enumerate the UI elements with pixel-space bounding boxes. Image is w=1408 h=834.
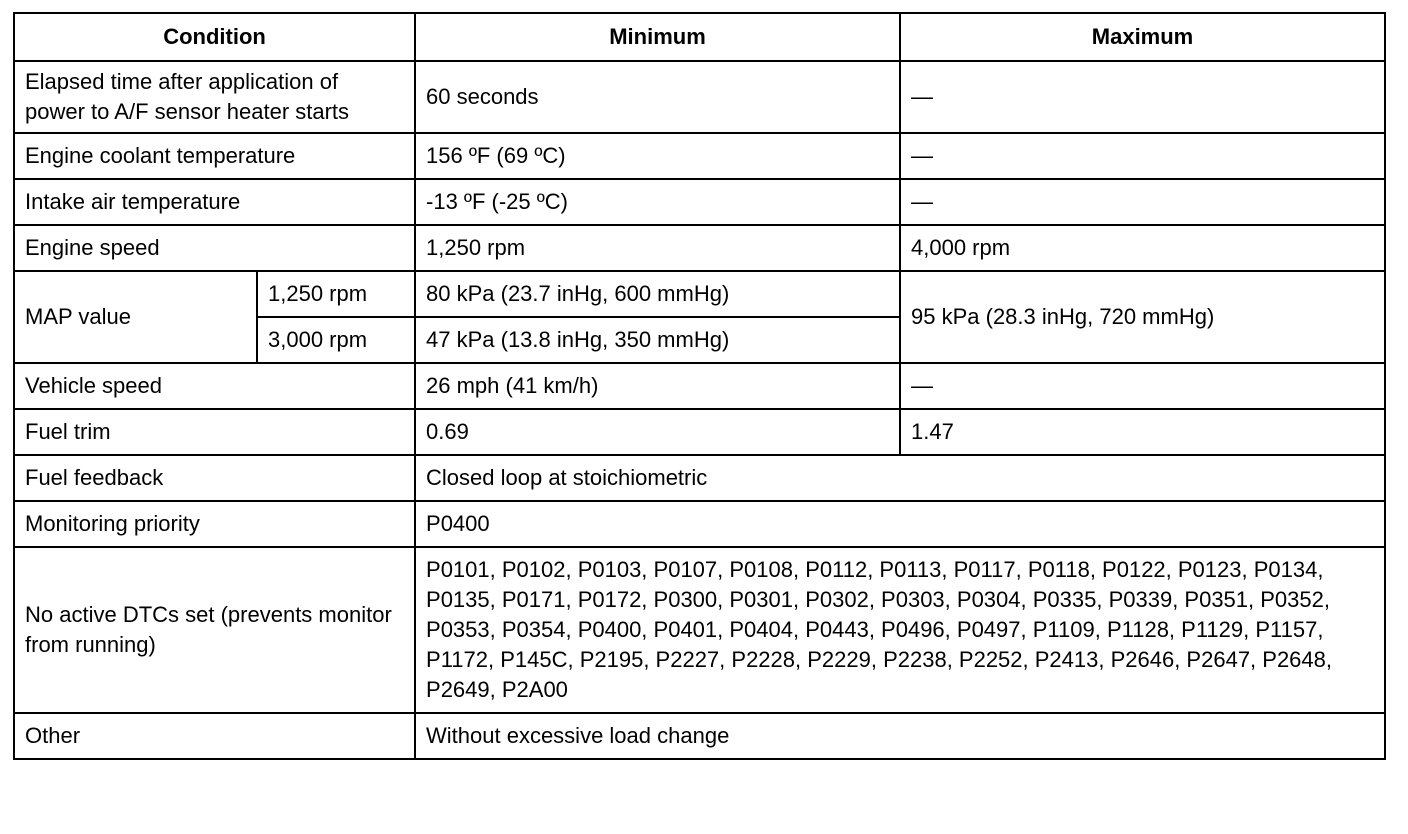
- minimum-cell: 80 kPa (23.7 inHg, 600 mmHg): [415, 271, 900, 317]
- header-minimum: Minimum: [415, 13, 900, 61]
- table-header-row: [14, 13, 1385, 61]
- table-row: [14, 225, 1385, 271]
- condition-cell: Elapsed time after application of power to A/F sensor heater starts: [14, 61, 415, 133]
- value-cell: P0400: [415, 501, 1385, 547]
- maximum-cell: —: [900, 179, 1385, 225]
- sub-condition-cell: 3,000 rpm: [257, 317, 415, 363]
- condition-cell: Monitoring priority: [14, 501, 415, 547]
- minimum-cell: 26 mph (41 km/h): [415, 363, 900, 409]
- maximum-cell: 4,000 rpm: [900, 225, 1385, 271]
- condition-cell: Engine coolant temperature: [14, 133, 415, 179]
- maximum-cell: 95 kPa (28.3 inHg, 720 mmHg): [900, 271, 1385, 363]
- table-row: [14, 547, 1385, 713]
- condition-cell: Vehicle speed: [14, 363, 415, 409]
- minimum-cell: 60 seconds: [415, 61, 900, 133]
- dtc-list-cell: P0101, P0102, P0103, P0107, P0108, P0112, P0113, P0117, P0118, P0122, P0123, P0134, P0135, P0171, P0172, P0300, P0301, P0302, P0303, P0304, P0335, P0339, P0351, P0352, P0353, P0354, P0400, P0401, P0404, P0443, P0496, P0497, P1109, P1128, P1129, P1157, P1172, P145C, P2195, P2227, P2228, P2229, P2238, P2252, P2413, P2646, P2647, P2648, P2649, P2A00: [415, 547, 1385, 713]
- maximum-cell: —: [900, 363, 1385, 409]
- header-maximum: Maximum: [900, 13, 1385, 61]
- maximum-cell: —: [900, 133, 1385, 179]
- table-row: [14, 133, 1385, 179]
- value-cell: Without excessive load change: [415, 713, 1385, 759]
- minimum-cell: 0.69: [415, 409, 900, 455]
- table-row: [14, 271, 1385, 317]
- minimum-cell: 47 kPa (13.8 inHg, 350 mmHg): [415, 317, 900, 363]
- maximum-cell: 1.47: [900, 409, 1385, 455]
- value-cell: Closed loop at stoichiometric: [415, 455, 1385, 501]
- monitor-conditions-table: [13, 12, 1386, 760]
- table-row: [14, 713, 1385, 759]
- table-row: [14, 455, 1385, 501]
- sub-condition-cell: 1,250 rpm: [257, 271, 415, 317]
- condition-cell: Intake air temperature: [14, 179, 415, 225]
- table-row: [14, 409, 1385, 455]
- condition-cell: No active DTCs set (prevents monitor from running): [14, 547, 415, 713]
- table-row: [14, 501, 1385, 547]
- minimum-cell: 156 ºF (69 ºC): [415, 133, 900, 179]
- minimum-cell: -13 ºF (-25 ºC): [415, 179, 900, 225]
- table-row: [14, 61, 1385, 133]
- table-row: [14, 363, 1385, 409]
- condition-cell: Fuel feedback: [14, 455, 415, 501]
- table-row: [14, 179, 1385, 225]
- maximum-cell: —: [900, 61, 1385, 133]
- minimum-cell: 1,250 rpm: [415, 225, 900, 271]
- condition-cell: MAP value: [14, 271, 257, 363]
- condition-cell: Engine speed: [14, 225, 415, 271]
- condition-cell: Fuel trim: [14, 409, 415, 455]
- header-condition: Condition: [14, 13, 415, 61]
- condition-cell: Other: [14, 713, 415, 759]
